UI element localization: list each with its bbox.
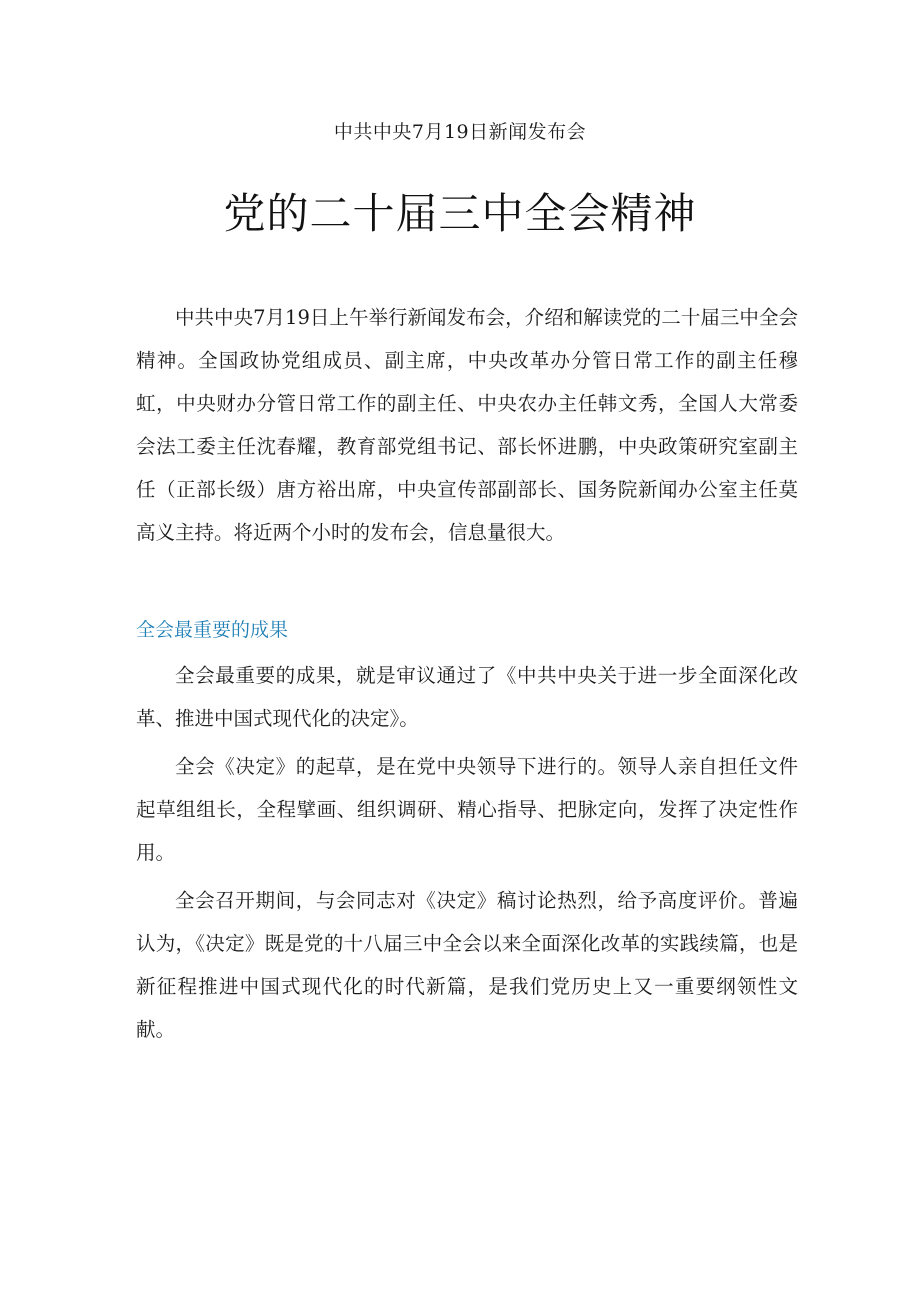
section-paragraph-2: 全会《决定》的起草，是在党中央领导下进行的。领导人亲自担任文件起草组组长，全程擘画、组织调研、精心指导、把脉定向，发挥了决定性作用。 <box>136 755 798 864</box>
intro-paragraph: 中共中央7月19日上午举行新闻发布会，介绍和解读党的二十届三中全会精神。全国政协党组成员、副主席，中央改革办分管日常工作的副主任穆虹，中央财办分管日常工作的副主任、中央农办主任韩文秀，全国人大常委会法工委主任沈春耀，教育部党组书记、部长怀进鹏，中央政策研究室副主任（正部长级）唐方裕出席，中央宣传部副部长、国务院新闻办公室主任莫高义主持。将近两个小时的发布会，信息量很大。 <box>136 306 798 544</box>
document-subtitle: 中共中央7月19日新闻发布会 <box>333 121 587 143</box>
section-heading: 全会最重要的成果 <box>136 619 289 641</box>
document-body <box>136 296 798 1051</box>
section-paragraph-1: 全会最重要的成果，就是审议通过了《中共中央关于进一步全面深化改革、推进中国式现代化的决定》。 <box>136 664 798 730</box>
document-title: 党的二十届三中全会精神 <box>223 189 697 238</box>
section-paragraph-3: 全会召开期间，与会同志对《决定》稿讨论热烈，给予高度评价。普遍认为，《决定》既是党的十八届三中全会以来全面深化改革的实践续篇，也是新征程推进中国式现代化的时代新篇，是我们党历史上又一重要纲领性文献。 <box>136 889 798 1041</box>
